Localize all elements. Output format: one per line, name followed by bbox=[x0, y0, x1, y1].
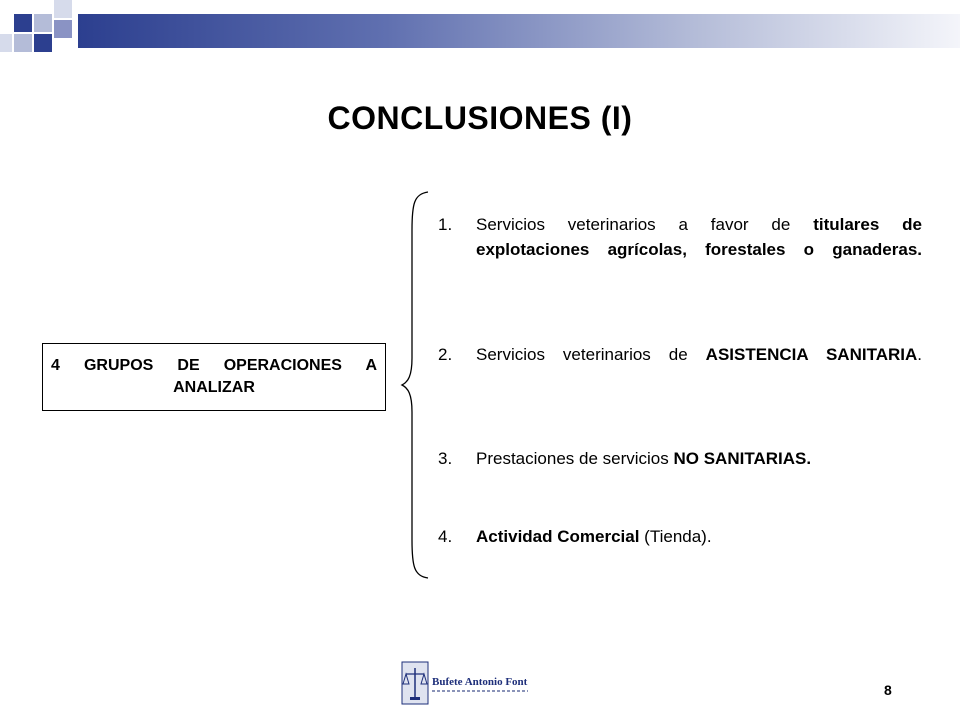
text-run: Servicios veterinarios a favor de bbox=[476, 215, 814, 234]
list-item-text bbox=[476, 446, 922, 471]
list-item bbox=[438, 446, 922, 471]
list-item-number: 2. bbox=[438, 345, 453, 364]
bold-text-run: ASISTENCIA SANITARIA bbox=[705, 345, 918, 364]
list-item-number: 1. bbox=[438, 215, 453, 234]
logo-underline bbox=[432, 690, 528, 692]
decor-square bbox=[34, 14, 52, 32]
list-item-text bbox=[476, 524, 922, 549]
list-item bbox=[438, 524, 922, 549]
header-gradient-bar bbox=[78, 14, 960, 48]
list-item bbox=[438, 342, 922, 367]
scales-of-justice-icon bbox=[400, 660, 430, 706]
decor-square bbox=[14, 14, 32, 32]
list-item-text bbox=[476, 342, 922, 367]
text-run: Servicios veterinarios de bbox=[476, 345, 706, 364]
list-item bbox=[438, 212, 922, 262]
curly-brace bbox=[400, 190, 430, 580]
list-item-text bbox=[476, 212, 922, 262]
logo-text: Bufete Antonio Font bbox=[432, 676, 528, 688]
bold-text-run: Actividad Comercial bbox=[476, 527, 640, 546]
list-item-number: 3. bbox=[438, 449, 453, 468]
operations-group-box bbox=[42, 343, 386, 411]
decor-square bbox=[54, 0, 72, 18]
text-run: (Tienda). bbox=[639, 527, 712, 546]
page-number: 8 bbox=[884, 682, 892, 698]
decor-square bbox=[54, 20, 72, 38]
text-run: . bbox=[917, 345, 922, 364]
bold-text-run: NO SANITARIAS. bbox=[673, 449, 812, 468]
slide-title: CONCLUSIONES (I) bbox=[327, 100, 633, 136]
text-run: Prestaciones de servicios bbox=[476, 449, 674, 468]
decor-square bbox=[0, 34, 12, 52]
group-label: 4 GRUPOS DE OPERACIONES A ANALIZAR bbox=[51, 357, 377, 396]
decor-square bbox=[14, 34, 32, 52]
bold-text-run: titulares de explotaciones agrícolas, forestales o ganaderas. bbox=[476, 215, 922, 259]
header-decoration bbox=[0, 0, 960, 60]
firm-logo bbox=[400, 660, 540, 706]
list-item-number: 4. bbox=[438, 527, 453, 546]
decor-square bbox=[34, 34, 52, 52]
